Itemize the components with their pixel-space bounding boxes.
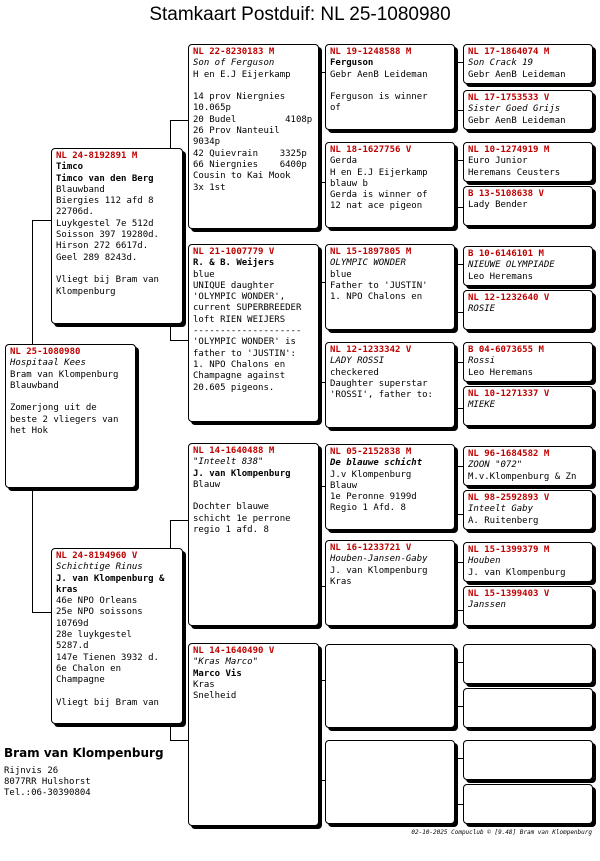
owner: Bram van Klompenburg (10, 369, 119, 380)
owner: J. van Klompenburg (193, 468, 291, 479)
connector-line (455, 362, 456, 408)
ancestor-card[interactable] (463, 586, 593, 626)
owner: J.v Klompenburg (330, 469, 412, 480)
grandfather-maternal-card[interactable] (188, 443, 319, 626)
connector-line (455, 466, 456, 514)
ancestor-card[interactable] (463, 446, 593, 486)
empty-card[interactable] (325, 740, 455, 824)
pigeon-name: Son of Ferguson (193, 58, 275, 69)
breeder-info (4, 746, 164, 799)
notes: Daughter superstar 'ROSSI', father to: (330, 378, 433, 401)
footer: 02-10-2025 Compuclub © [9.48] Bram van Klompenburg (411, 829, 592, 836)
ring-number: NL 22-8230183 M (193, 47, 275, 57)
notes: 1e Peronne 9199d Regio 1 Afd. 8 (330, 492, 417, 514)
pigeon-name: "Inteelt 838" (193, 457, 264, 468)
connector-line (170, 520, 188, 521)
connector-line (455, 264, 456, 312)
connector-line (455, 662, 456, 706)
connector-line (455, 662, 463, 663)
ring-number: NL 12-1233342 V (330, 345, 412, 355)
pigeon-name: NIEUWE OLYMPIADE (468, 260, 555, 271)
great-grandparent-card[interactable] (325, 44, 455, 130)
connector-line (455, 706, 463, 707)
ancestor-card[interactable] (463, 90, 593, 130)
ring-number: B 10-6146101 M (468, 249, 544, 259)
owner: Gebr AenB Leideman (330, 69, 428, 80)
pigeon-name: OLYMPIC WONDER (330, 258, 406, 269)
great-grandparent-card[interactable] (325, 342, 455, 428)
connector-line (455, 160, 456, 207)
ring-number: NL 21-1007779 V (193, 247, 275, 257)
ring-number: NL 17-1864074 M (468, 47, 550, 57)
grandfather-paternal-card[interactable] (188, 44, 319, 229)
pigeon-name: Sister Goed Grijs (468, 104, 561, 115)
pigeon-name: Rossi (468, 356, 496, 367)
pigeon-name: Schichtige Rinus (56, 562, 143, 573)
connector-line (170, 340, 188, 341)
color: Blauwband (56, 184, 105, 195)
pigeon-name: De blauwe schicht (330, 458, 423, 469)
great-grandparent-card[interactable] (325, 244, 455, 330)
ring-number: NL 24-8192891 M (56, 151, 138, 161)
pigeon-name: LADY ROSSI (330, 356, 385, 367)
notes: Ferguson is winner of (330, 92, 428, 114)
pigeon-name: Houben (468, 556, 501, 567)
connector-line (32, 612, 52, 613)
connector-line (455, 312, 463, 313)
connector-line (455, 562, 463, 563)
empty-card[interactable] (463, 740, 593, 780)
ancestor-card[interactable] (463, 246, 593, 286)
pigeon-name: Timco (56, 162, 84, 173)
connector-line (455, 207, 463, 208)
pigeon-name: ROSIE (468, 304, 496, 315)
empty-card[interactable] (463, 784, 593, 824)
connector-line (455, 466, 463, 467)
owner: Marco Vis (193, 668, 242, 679)
pigeon-name: "Kras Marco" (193, 657, 259, 668)
notes: Gerda is winner of 12 nat ace pigeon (330, 190, 428, 212)
grandmother-maternal-card[interactable] (188, 643, 319, 826)
ring-number: NL 98-2592893 V (468, 493, 550, 503)
owner: Gebr AenB Leideman (468, 115, 566, 126)
ring-number: NL 14-1640488 M (193, 446, 275, 456)
connector-line (455, 110, 463, 111)
color: blue (193, 269, 215, 280)
ring-number: NL 16-1233721 V (330, 543, 412, 553)
pigeon-name: Houben-Jansen-Gaby (330, 554, 428, 565)
connector-line (170, 120, 188, 121)
owner: R. & B. Weijers (193, 258, 275, 269)
ancestor-card[interactable] (463, 542, 593, 582)
ring-number: NL 10-1271337 V (468, 389, 550, 399)
connector-line (455, 160, 463, 161)
pigeon-name: Janssen (468, 600, 506, 611)
empty-card[interactable] (325, 644, 455, 728)
color: Blauw (193, 479, 221, 490)
breeder-phone: Tel.:06-30390804 (4, 788, 91, 798)
breeder-address: Rijnvis 26 (4, 766, 59, 776)
owner: H en E.J Eijerkamp (330, 167, 428, 178)
ring-number: NL 15-1399403 V (468, 589, 550, 599)
ring-number: B 04-6073655 M (468, 345, 544, 355)
owner: Leo Heremans (468, 367, 534, 378)
great-grandparent-card[interactable] (325, 142, 455, 228)
page-title: Stamkaart Postduif: NL 25-1080980 (149, 4, 451, 25)
owner: A. Ruitenberg (468, 515, 539, 526)
owner: Timco van den Berg (56, 173, 154, 184)
connector-line (455, 562, 456, 610)
owner: Gebr AenB Leideman (468, 69, 566, 80)
notes: UNIQUE daughter 'OLYMPIC WONDER', current SUPERBREEDER loft RIEN WEIJERS -------------------- 'OLYMPIC WONDER' is father to 'JUSTIN': 1. NPO Chalons en Champagne against 20.605 pigeons. (193, 280, 302, 393)
notes: Snelheid (193, 691, 237, 702)
connector-line (455, 610, 463, 611)
notes: Dochter blauwe schicht 1e perrone regio 1 afd. 8 (193, 502, 291, 536)
color: Kras (330, 576, 352, 587)
notes: 46e NPO Orleans 25e NPO soissons 10769d 28e luykgestel 5287.d 147e Tienen 3932 d. 6e Chalon en Champagne Vliegt bij Bram van (56, 596, 159, 708)
connector-line (455, 804, 463, 805)
color: Blauwband (10, 380, 59, 391)
connector-line (455, 62, 456, 110)
ancestor-card[interactable] (463, 290, 593, 330)
ancestor-card[interactable] (463, 386, 593, 426)
notes: Biergies 112 afd 8 22706d. Luykgestel 7e 512d Soisson 397 19280d. Hirson 272 6617d. Geel 289 8243d. Vliegt bij Bram van Klompenburg (56, 196, 159, 297)
color: blue (330, 269, 352, 280)
ring-number: NL 10-1274919 M (468, 145, 550, 155)
pigeon-name: Hospitaal Kees (10, 358, 86, 369)
ring-number: NL 18-1627756 V (330, 145, 412, 155)
breeder-name: Bram van Klompenburg (4, 746, 164, 760)
owner: J. van Klompenburg (330, 565, 428, 576)
pigeon-name: Gerda (330, 156, 358, 167)
owner: Euro Junior Heremans Ceusters (468, 156, 561, 178)
ring-number: B 13-5108638 V (468, 189, 544, 199)
color: checkered (330, 367, 379, 378)
ancestor-card[interactable] (463, 186, 593, 226)
ring-number: NL 17-1753533 V (468, 93, 550, 103)
empty-card[interactable] (463, 688, 593, 728)
ancestor-card[interactable] (463, 342, 593, 382)
owner: M.v.Klompenburg & Zn (468, 471, 577, 482)
connector-line (455, 758, 463, 759)
connector-line (455, 758, 456, 804)
ring-number: NL 14-1640490 V (193, 646, 275, 656)
father-card[interactable] (51, 148, 183, 324)
ancestor-card[interactable] (463, 44, 593, 84)
ring-number: NL 96-1684582 M (468, 449, 550, 459)
connector-line (455, 408, 463, 409)
notes: Father to 'JUSTIN' 1. NPO Chalons en (330, 280, 428, 303)
pigeon-name: ZOON "072" (468, 460, 523, 471)
connector-line (170, 740, 188, 741)
grandmother-paternal-card[interactable] (188, 244, 319, 422)
notes: 14 prov Niergnies 10.065p 20 Budel 4108p 26 Prov Nanteuil 9034p 42 Quievrain 3325p 66 Niergnies 6400p Cousin to Kai Mook 3x 1st (193, 92, 313, 193)
color: blauw b (330, 178, 368, 189)
breeder-city: 8077RR Hulshorst (4, 777, 91, 787)
pigeon-name: Inteelt Gaby (468, 504, 534, 515)
ring-number: NL 05-2152838 M (330, 447, 412, 457)
empty-card[interactable] (463, 644, 593, 684)
ring-number: NL 15-1399379 M (468, 545, 550, 555)
connector-line (455, 62, 463, 63)
ring-number: NL 12-1232640 V (468, 293, 550, 303)
ancestor-card[interactable] (463, 490, 593, 530)
ring-number: NL 15-1897805 M (330, 247, 412, 257)
owner: Leo Heremans (468, 271, 534, 282)
connector-line (455, 514, 463, 515)
color: Kras (193, 679, 215, 690)
connector-line (32, 220, 33, 344)
great-grandparent-card[interactable] (325, 540, 455, 626)
connector-line (455, 362, 463, 363)
ring-number: NL 19-1248588 M (330, 47, 412, 57)
owner: J. van Klompenburg & kras (56, 573, 165, 595)
owner: H en E.J Eijerkamp (193, 69, 291, 80)
pigeon-name: Ferguson (330, 58, 374, 69)
owner: Lady Bender (468, 200, 528, 211)
mother-card[interactable] (51, 548, 183, 724)
color: Blauw (330, 480, 358, 491)
ancestor-card[interactable] (463, 142, 593, 182)
connector-line (455, 264, 463, 265)
ring-number: NL 25-1080980 (10, 347, 81, 357)
connector-line (32, 488, 33, 612)
great-grandparent-card[interactable] (325, 444, 455, 530)
owner: J. van Klompenburg (468, 567, 566, 578)
ring-number: NL 24-8194960 V (56, 551, 138, 561)
connector-line (32, 220, 52, 221)
pigeon-name: Son Crack 19 (468, 58, 534, 69)
notes: Zomerjong uit de beste 2 vliegers van het Hok (10, 403, 119, 437)
subject-pigeon-card[interactable] (5, 344, 136, 488)
pigeon-name: MIEKE (468, 400, 496, 411)
